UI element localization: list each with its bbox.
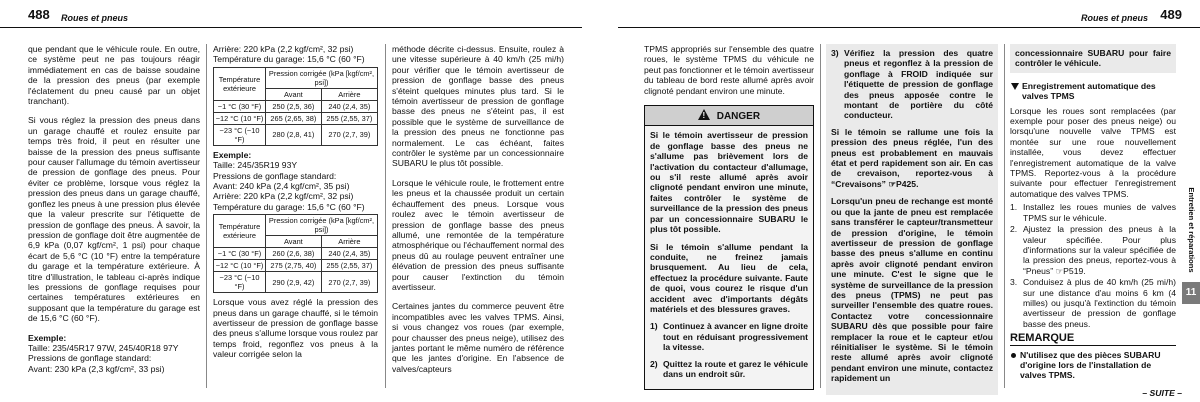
table-row xyxy=(214,124,378,145)
procedure-steps xyxy=(1010,202,1176,329)
danger-title: DANGER xyxy=(716,111,761,123)
paragraph: Lorsque vous avez réglé la pression des pneus dans un garage chauffé, si le témoin avertisseur de pression de gonflage basse des pneus s'allume lorsque vous roulez par temps froid, regonflez vos pneus à la valeur corrigée selon la xyxy=(213,297,379,360)
table-cell-temp: −23 °C (−10 °F) xyxy=(214,272,266,293)
chapter-label-text: Entretien et réparations xyxy=(1187,187,1197,273)
paragraph: Lorsque le véhicule roule, le frottement entre les pneus et la chaussée produit un certain échauffement des pneus. Lorsque vous roulez avec le témoin avertisseur de pression de gonflage basse des pneus allumé, une remontée de la température atmosphérique ou l'échauffement normal des pneus dû au roulage peuvent entraîner une élévation de pression des pneus suffisante pour causer l'extinction du témoin avertisseur. xyxy=(392,177,564,292)
right-col-2 xyxy=(826,44,998,395)
step-number: 2. xyxy=(1010,224,1018,235)
step-text: Conduisez à plus de 40 km/h (25 mi/h) sur une distance d'au moins 6 km (4 milles) ou jusqu'à l'extinction du témoin avertisseur de pression de gonflage basse des pneus. xyxy=(1023,277,1176,329)
table-header-corrected: Pression corrigée (kPa [kgf/cm², psi]) xyxy=(266,67,378,88)
table-cell-rear: 255 (2,55, 37) xyxy=(321,112,377,124)
left-col-3 xyxy=(392,44,564,383)
warning-triangle-icon: ! xyxy=(698,109,710,120)
step-number: 2) xyxy=(650,358,658,369)
danger-steps-cont xyxy=(831,48,993,121)
example-label: Exemple: xyxy=(213,149,252,160)
left-col-2 xyxy=(213,44,378,369)
table-cell-front: 290 (2,9, 42) xyxy=(266,272,322,293)
right-col-3 xyxy=(1010,44,1176,381)
list-item xyxy=(1010,202,1176,223)
left-page-header xyxy=(0,8,582,28)
right-page xyxy=(618,0,1200,402)
table-row xyxy=(214,260,378,272)
table-header-front: Avant xyxy=(266,88,322,100)
table-cell-temp: −1 °C (30 °F) xyxy=(214,248,266,260)
left-page xyxy=(0,0,582,402)
right-col-1 xyxy=(644,44,814,390)
table-cell-temp: −12 °C (10 °F) xyxy=(214,112,266,124)
danger-steps xyxy=(650,321,808,379)
remarque-heading: REMARQUE xyxy=(1010,333,1176,345)
danger-body xyxy=(645,126,813,389)
rear-pressure: Arrière: 220 kPa (2,2 kgf/cm², 32 psi) xyxy=(213,44,354,54)
pressure-table-1 xyxy=(213,67,378,146)
paragraph: Lorsque les roues sont remplacées (par exemple pour poser des pneus neige) ou lorsqu'une nouvelle valve TPMS est montée sur une roue nouvellement installée, vous devez effectuer l'enregistrement automatique de la valve TPMS. Reportez-vous à la procédure suivante pour effectuer l'enregistrement automatique des valves TPMS. xyxy=(1010,105,1176,199)
table-row xyxy=(214,112,378,124)
list-item xyxy=(650,359,808,380)
front-pressure: Avant: 240 kPa (2,4 kgf/cm², 35 psi) xyxy=(213,181,350,192)
table-header-corrected: Pression corrigée (kPa [kgf/cm², psi]) xyxy=(266,215,378,236)
table-header-front: Avant xyxy=(266,236,322,248)
column-divider xyxy=(820,44,821,388)
remarque-item xyxy=(1010,350,1176,381)
danger-paragraph: Si le témoin se rallume une fois la pression des pneus réglée, l'un des pneus est probablement en mauvais état et perd rapidement son air. En cas de crevaison, reportez-vous à “Crevaisons” ☞P425. xyxy=(831,126,993,189)
step-text: Quittez la route et garez le véhicule dans un endroit sûr. xyxy=(663,358,808,379)
bullet-icon xyxy=(1011,353,1016,358)
step-number: 1) xyxy=(650,321,658,332)
table-header-temp: Température extérieure xyxy=(214,67,266,100)
column-divider xyxy=(1004,44,1005,388)
step-text: Installez les roues munies de valves TPMS sur le véhicule. xyxy=(1023,202,1176,223)
table-cell-front: 280 (2,8, 41) xyxy=(266,124,322,145)
danger-paragraph: Lorsqu'un pneu de rechange est monté ou que la jante de pneu est remplacée sans transférer le capteur/transmetteur de pression d'origine, le témoin avertisseur de pression de gonflage basse des pneus s'allume en continu après avoir clignoté pendant environ une minute. C'est le signe que le système de surveillance de la pression des pneus (TPMS) ne peut pas surveiller l'ensemble des quatre roues. Contactez votre concessionnaire SUBARU dès que possible pour faire remplacer la roue et le capteur et/ou réinitialiser le système. Si le témoin reste allumé après avoir clignoté pendant environ une minute, contactez rapidement un xyxy=(831,196,993,384)
front-pressure: Avant: 230 kPa (2,3 kgf/cm², 33 psi) xyxy=(28,363,165,374)
table-header-rear: Arrière xyxy=(321,88,377,100)
table-cell-front: 250 (2,5, 36) xyxy=(266,100,322,112)
step-text: Continuez à avancer en ligne droite tout en réduisant progressivement la vitesse. xyxy=(663,321,808,353)
table-cell-rear: 270 (2,7, 39) xyxy=(321,124,377,145)
table-cell-temp: −1 °C (30 °F) xyxy=(214,100,266,112)
table-header-rear: Arrière xyxy=(321,236,377,248)
list-item xyxy=(1010,277,1176,329)
paragraph: méthode décrite ci-dessus. Ensuite, roulez à une vitesse supérieure à 40 km/h (25 mi/h) pour vérifier que le témoin avertisseur de pression de gonflage basse des pneus s'éteint quelques minutes plus tard. Si le témoin avertisseur de pression de gonflage basse des pneus ne s'éteint pas, il est possible que le système de surveillance de la pression des pneus ne fonctionne pas normalement. Le cas échéant, faites contrôler le système par un concessionnaire SUBARU le plus tôt possible. xyxy=(392,44,564,169)
remarque-text: N'utilisez que des pièces SUBARU d'origine lors de l'installation de valves TPMS. xyxy=(1020,349,1161,381)
table-cell-rear: 240 (2,4, 35) xyxy=(321,100,377,112)
left-col-1 xyxy=(28,44,200,374)
table-cell-front: 265 (2,65, 38) xyxy=(266,112,322,124)
list-item xyxy=(831,48,993,121)
step-number: 3) xyxy=(831,48,839,58)
danger-continuation xyxy=(826,44,998,395)
danger-box xyxy=(644,105,814,390)
table-row xyxy=(214,248,378,260)
rear-pressure: Arrière: 220 kPa (2,2 kgf/cm², 32 psi) xyxy=(213,191,354,202)
chapter-tab: 11 xyxy=(1182,282,1200,304)
garage-temp: Température du garage: 15,6 °C (60 °F) xyxy=(213,201,365,212)
std-pressure-label: Pressions de gonflage standard: xyxy=(213,170,337,181)
table-cell-rear: 255 (2,55, 37) xyxy=(321,260,377,272)
table-cell-front: 275 (2,75, 40) xyxy=(266,260,322,272)
step-number: 3. xyxy=(1010,277,1018,288)
paragraph: que pendant que le véhicule roule. En outre, ce système peut ne pas toujours réagir immédiatement en cas de baisse soudaine de la pression des pneus (par exemple l'éclatement du pneu causé par un objet tranchant). xyxy=(28,44,200,107)
step-number: 1. xyxy=(1010,202,1018,213)
danger-paragraph: Si le témoin avertisseur de pression de gonflage basse des pneus ne s'allume pas brièvement lors de l'activation du contacteur d'allumage, ou s'il reste allumé après avoir clignoté pendant environ une minute, faites contrôler le système de surveillance de la pression des pneus par un concessionnaire SUBARU le plus tôt possible. xyxy=(650,130,808,235)
table-cell-temp: −23 °C (−10 °F) xyxy=(214,124,266,145)
continued-label: – SUITE – xyxy=(1142,387,1182,398)
example-label: Exemple: xyxy=(28,332,67,343)
table-cell-rear: 270 (2,7, 39) xyxy=(321,272,377,293)
right-page-header xyxy=(618,8,1200,28)
tire-size: Taille: 245/35R19 93Y xyxy=(213,160,298,171)
section-title: Roues et pneus xyxy=(1080,13,1148,23)
column-divider xyxy=(385,44,386,388)
table-cell-temp: −12 °C (10 °F) xyxy=(214,260,266,272)
danger-header xyxy=(645,106,813,126)
table-cell-front: 260 (2,6, 38) xyxy=(266,248,322,260)
triangle-down-icon xyxy=(1011,83,1019,90)
section-title: Roues et pneus xyxy=(61,13,129,23)
chapter-side-label xyxy=(1184,180,1198,280)
std-pressure-label: Pressions de gonflage standard: xyxy=(28,353,152,364)
table-cell-rear: 240 (2,4, 35) xyxy=(321,248,377,260)
step-text: Ajustez la pression des pneus à la valeur spécifiée. Pour plus d'informations sur la valeur spécifiée de la pression des pneus, reportez-vous à “Pneus” ☞P519. xyxy=(1023,224,1176,276)
list-item xyxy=(1010,224,1176,276)
page-number: 489 xyxy=(1160,7,1182,22)
pressure-table-2 xyxy=(213,214,378,293)
table-row xyxy=(214,272,378,293)
paragraph: Certaines jantes du commerce peuvent être incompatibles avec les valves TPMS. Ainsi, si vous changez vos roues (par exemple, pour chausser des pneus neige), utilisez des jantes portant le même numéro de référence que les jantes d'origine. En l'absence de valves/capteurs xyxy=(392,301,564,374)
tire-size: Taille: 235/45R17 97W, 245/40R18 97Y xyxy=(28,342,179,353)
step-text: Vérifiez la pression des quatre pneus et regonflez à la pression de gonflage à FROID indiquée sur l'étiquette de pression de gonflage des pneus apposée contre le montant de portière du côté conducteur. xyxy=(844,48,993,121)
column-divider xyxy=(206,44,207,388)
page-number: 488 xyxy=(28,7,50,22)
danger-continuation-end xyxy=(1010,44,1176,73)
paragraph: Si vous réglez la pression des pneus dans un garage chauffé et roulez ensuite par temps très froid, il peut en résulter une baisse de la pression des pneus suffisante pour causer l'allumage du témoin avertisseur de pression de gonflage des pneus. Pour éviter ce problème, lorsque vous réglez la pression des pneus dans un garage chauffé, gonflez les pneus à une pression plus élevée que la valeur prescrite sur l'étiquette de pression de gonflage des pneus. À savoir, la pression de gonflage doit être augmentée de 6,9 kPa (0,07 kgf/cm², 1 psi) pour chaque écart de 5,6 °C (10 °F) entre la température du garage et la température extérieure. À titre d'illustration, le tableau ci-après indique les pressions de gonflage requises pour certaines températures extérieures en supposant que la température du garage est de 15,6 °C (60 °F). xyxy=(28,115,200,324)
list-item xyxy=(650,321,808,352)
paragraph: TPMS appropriés sur l'ensemble des quatre roues, le système TPMS du véhicule ne peut pas fonctionner et le témoin avertisseur du tableau de bord reste allumé après avoir clignoté pendant environ une minute. xyxy=(644,44,814,96)
section-heading xyxy=(1010,81,1176,102)
garage-temp: Température du garage: 15,6 °C (60 °F) xyxy=(213,54,365,65)
table-header-temp: Température extérieure xyxy=(214,215,266,248)
danger-paragraph: concessionnaire SUBARU pour faire contrôler le véhicule. xyxy=(1015,48,1171,69)
section-heading-text: Enregistrement automatique des valves TPMS xyxy=(1022,80,1156,102)
danger-paragraph: Si le témoin s'allume pendant la conduite, ne freinez jamais brusquement. Au lieu de cela, effectuez la procédure suivante. Faute de quoi, vous courez le risque d'un accident avec d'importants dégâts matériels et des blessures graves. xyxy=(650,241,808,314)
table-row xyxy=(214,100,378,112)
